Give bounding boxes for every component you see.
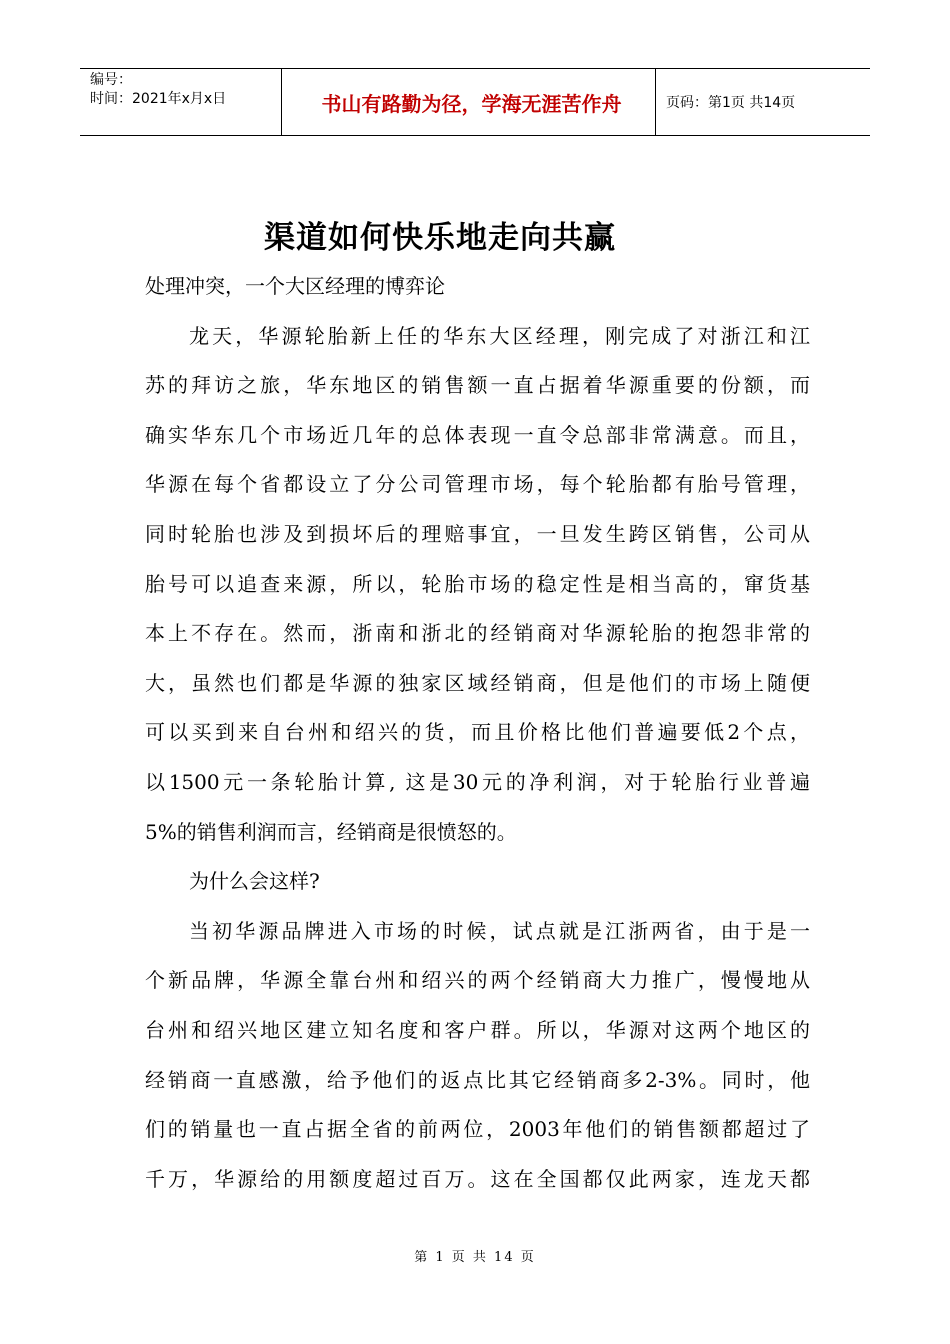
paragraph-line: 确实华东几个市场近几年的总体表现一直令总部非常满意。而且， (145, 422, 810, 447)
header-meta-cell (80, 69, 282, 135)
paragraph-line: 龙天，华源轮胎新上任的华东大区经理，刚完成了对浙江和江 (189, 323, 810, 348)
page-footer: 第 1 页 共 14 页 (414, 1250, 536, 1265)
number-label: 编号： (90, 72, 132, 88)
paragraph-line: 个新品牌，华源全靠台州和绍兴的两个经销商大力推广，慢慢地从 (145, 968, 810, 993)
header-motto: 书山有路勤为径，学海无涯苦作舟 (321, 91, 622, 116)
paragraph-line: 大，虽然也们都是华源的独家区域经销商，但是他们的市场上随便 (145, 670, 810, 695)
header-page-label: 页码：第1页 共14页 (666, 95, 796, 111)
paragraph-line: 胎号可以追查来源，所以，轮胎市场的稳定性是相当高的，窜货基 (145, 571, 810, 596)
document-title: 渠道如何快乐地走向共赢 (264, 220, 616, 256)
paragraph-line: 华源在每个省都设立了分公司管理市场，每个轮胎都有胎号管理， (145, 472, 810, 497)
paragraph-line: 为什么会这样? (189, 869, 320, 894)
paragraph-line: 经销商一直感激，给予他们的返点比其它经销商多2-3%。同时，他 (145, 1067, 810, 1092)
paragraph-line: 可以买到来自台州和绍兴的货，而且价格比他们普遍要低2个点， (145, 720, 810, 745)
header-motto-cell (282, 69, 656, 135)
paragraph-line: 苏的拜访之旅，华东地区的销售额一直占据着华源重要的份额，而 (145, 373, 810, 398)
paragraph-line: 5%的销售利润而言，经销商是很愤怒的。 (145, 819, 517, 844)
header-table (80, 68, 870, 136)
subtitle-line: 处理冲突，一个大区经理的博弈论 (145, 274, 445, 298)
paragraph-line: 们的销量也一直占据全省的前两位，2003年他们的销售额都超过了 (145, 1117, 810, 1142)
paragraph-line: 同时轮胎也涉及到损坏后的理赔事宜，一旦发生跨区销售，公司从 (145, 521, 810, 546)
paragraph-line: 本上不存在。然而，浙南和浙北的经销商对华源轮胎的抱怨非常的 (145, 621, 810, 646)
paragraph-line: 千万，华源给的用额度超过百万。这在全国都仅此两家，连龙天都 (145, 1166, 810, 1191)
paragraph-line: 当初华源品牌进入市场的时候，试点就是江浙两省，由于是一 (189, 918, 810, 943)
date-label: 时间：2021年x月x日 (90, 91, 227, 107)
paragraph-line: 台州和绍兴地区建立知名度和客户群。所以，华源对这两个地区的 (145, 1017, 810, 1042)
paragraph-line: 以1500元一条轮胎计算, 这是30元的净利润，对于轮胎行业普遍 (145, 769, 810, 794)
header-page-cell (656, 69, 870, 135)
document-body (145, 262, 810, 1204)
